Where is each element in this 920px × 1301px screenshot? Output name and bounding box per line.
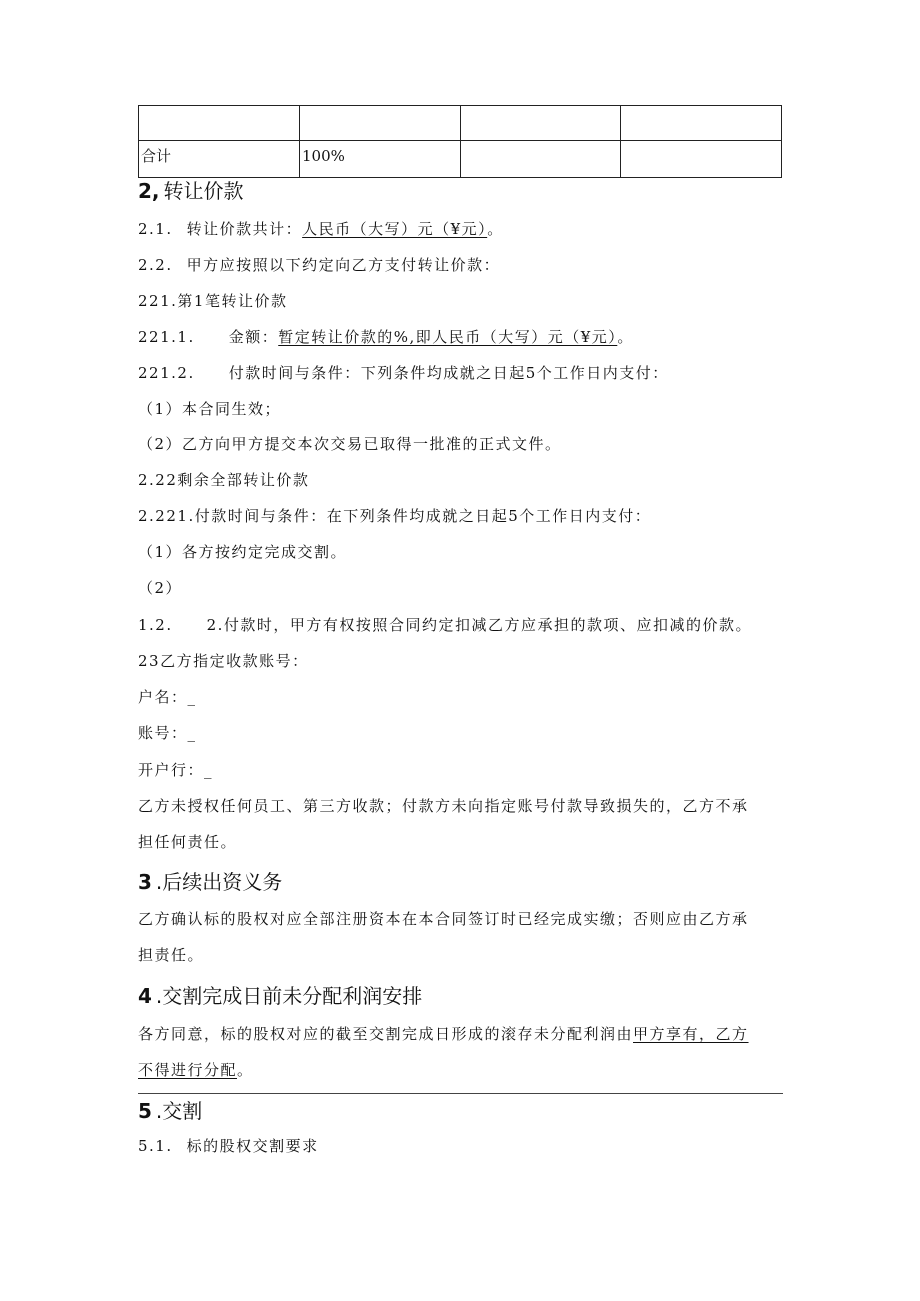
table-cell: [621, 106, 782, 141]
clause-2-3: 23乙方指定收款账号：: [138, 652, 309, 670]
clause-text: 标的股权交割要求: [186, 1137, 319, 1155]
clause-number: 2.2.: [138, 256, 173, 274]
section-number: 5: [138, 1099, 152, 1123]
table-cell: [300, 106, 461, 141]
section-2-heading: [138, 178, 244, 204]
clause-2-1: [138, 219, 504, 239]
price-amount-blank: 人民币（大写）元（¥元）: [302, 220, 488, 238]
section-3-heading: [138, 869, 282, 895]
clause-text: 甲方应按照以下约定向乙方支付转让价款：: [186, 256, 501, 274]
section-title: .交割: [155, 1099, 203, 1123]
section-3-line-1: 乙方确认标的股权对应全部注册资本在本合同签订时已经完成实缴；否则应由乙方承: [138, 910, 749, 928]
table-cell: [461, 106, 621, 141]
table-cell: [621, 141, 782, 178]
condition-2-b: （2）: [138, 579, 183, 597]
section-4-line-1: [138, 1024, 749, 1044]
section-title: .交割完成日前未分配利润安排: [155, 984, 423, 1008]
table-row-total: [139, 141, 782, 178]
clause-2-2-1: 221.第1笔转让价款: [138, 292, 288, 310]
section-3-line-2: 担责任。: [138, 946, 205, 964]
clause-2-2-1-2: [138, 363, 669, 383]
installment-amount-blank: 暂定转让价款的%,即人民币（大写）元（¥元）: [278, 328, 618, 346]
disclaimer-line-1: 乙方未授权任何员工、第三方收款；付款方未向指定账号付款导致损失的，乙方不承: [138, 797, 749, 815]
table-cell: [139, 106, 300, 141]
condition-2: （2）乙方向甲方提交本次交易已取得一批准的正式文件。: [138, 435, 562, 453]
clause-number: 221.1.: [138, 328, 195, 346]
clause-1-2: [138, 615, 752, 635]
bank-field: 开户行：_: [138, 761, 214, 779]
horizontal-rule: [138, 1093, 783, 1094]
section-5-heading: [138, 1098, 202, 1124]
allocation-table: [138, 105, 782, 178]
condition-1: （1）本合同生效；: [138, 400, 282, 418]
clause-number: 1.2.: [138, 616, 173, 634]
total-percent-cell: 100%: [300, 141, 461, 178]
clause-punct: 。: [237, 1061, 254, 1079]
clause-2-2-2-1: 2.221.付款时间与条件：在下列条件均成就之日起5个工作日内支付：: [138, 507, 652, 525]
clause-text: 各方同意，标的股权对应的截至交割完成日形成的滚存未分配利润由: [138, 1025, 634, 1043]
clause-number: 2.1.: [138, 220, 173, 238]
section-4-heading: [138, 983, 422, 1009]
clause-punct: 。: [487, 220, 504, 238]
account-name-field: 户名：_: [138, 688, 197, 706]
section-number: 3: [138, 870, 152, 894]
section-title: 转让价款: [163, 179, 244, 203]
disclaimer-line-2: 担任何责任。: [138, 833, 238, 851]
table-cell: [461, 141, 621, 178]
clause-2-2-2: 2.22剩余全部转让价款: [138, 471, 310, 489]
clause-text: 付款时间与条件：下列条件均成就之日起5个工作日内支付：: [228, 364, 669, 382]
section-number: 4: [138, 984, 152, 1008]
table-row: [139, 106, 782, 141]
section-4-line-2: [138, 1060, 254, 1080]
condition-1-b: （1）各方按约定完成交割。: [138, 543, 348, 561]
clause-2-2: [138, 255, 500, 275]
clause-number: 221.2.: [138, 364, 195, 382]
clause-text: 2.付款时，甲方有权按照合同约定扣减乙方应承担的款项、应扣减的价款。: [206, 616, 752, 634]
section-title: .后续出资义务: [155, 870, 283, 894]
account-number-field: 账号：_: [138, 724, 197, 742]
section-number: 2,: [138, 179, 160, 203]
underlined-text: 不得进行分配: [138, 1061, 238, 1079]
clause-number: 5.1.: [138, 1137, 173, 1155]
clause-punct: 。: [617, 328, 634, 346]
clause-2-2-1-1: [138, 327, 634, 347]
clause-5-1: [138, 1136, 319, 1156]
clause-text: 转让价款共计：: [186, 220, 303, 238]
underlined-text: 甲方享有，乙方: [633, 1025, 749, 1043]
total-label-cell: 合计: [139, 141, 300, 178]
clause-text: 金额：: [228, 328, 279, 346]
